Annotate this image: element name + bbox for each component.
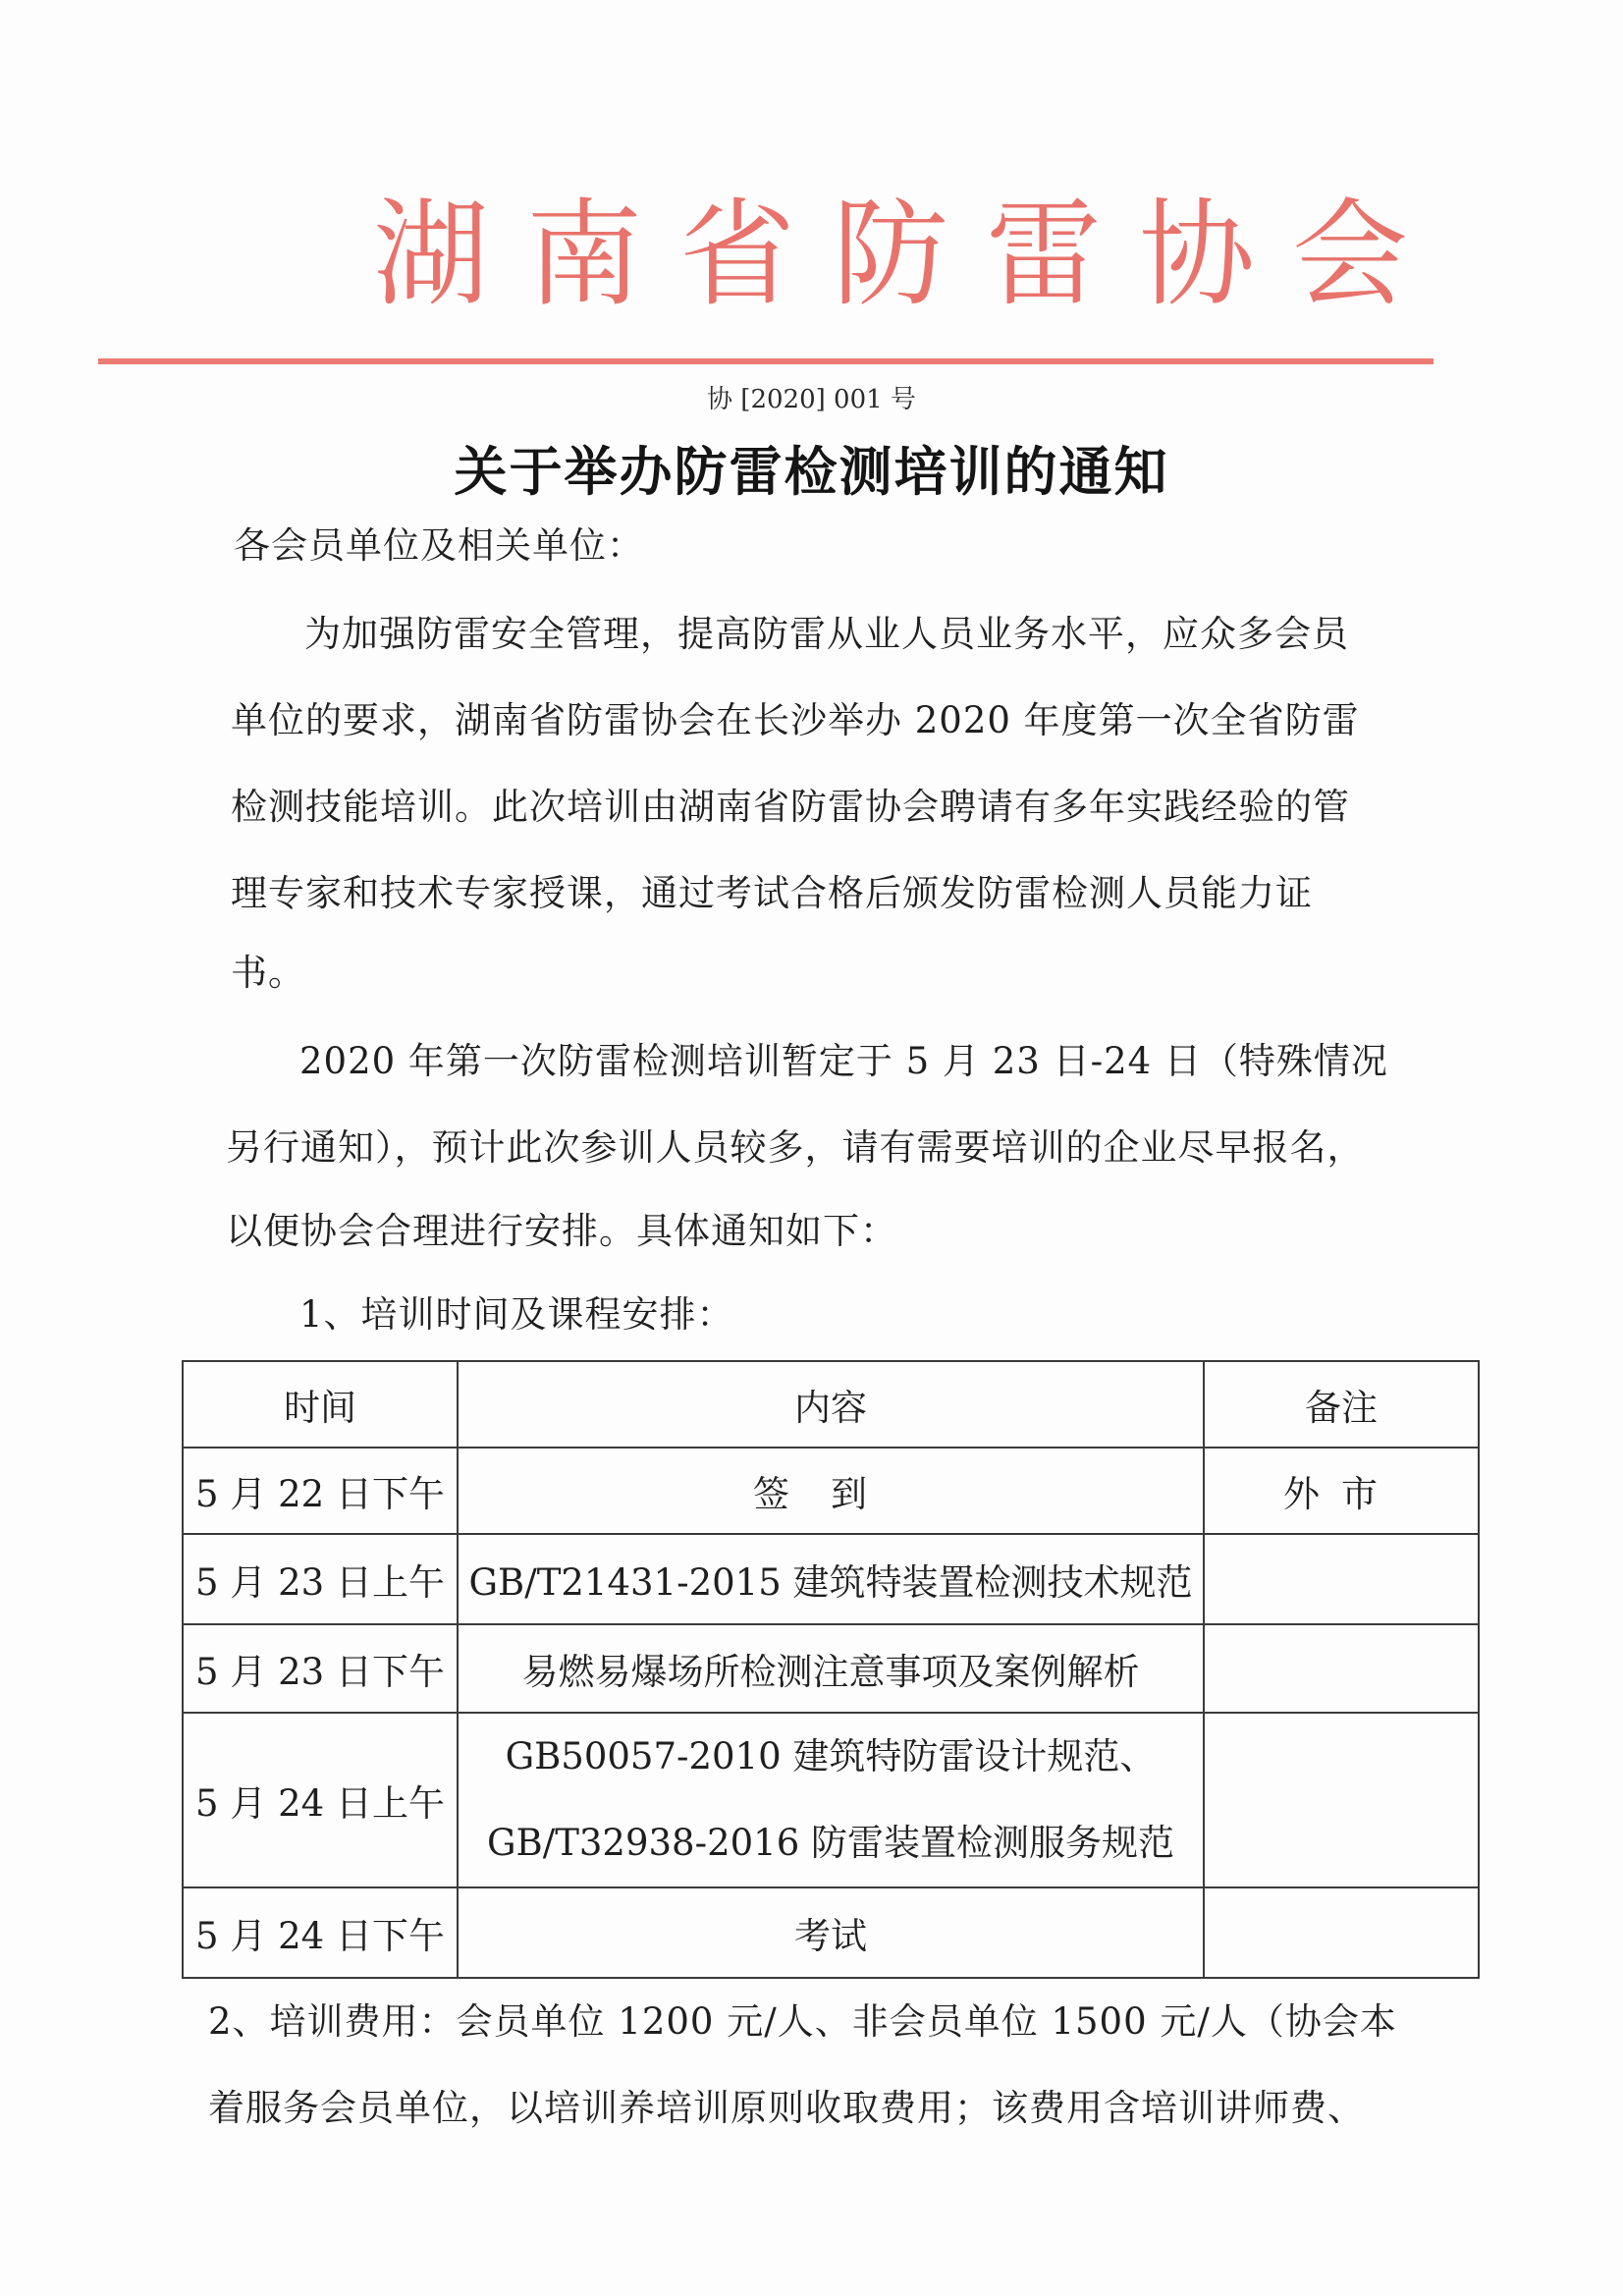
table-header-row (183, 1361, 1479, 1448)
note-cell (1204, 1713, 1479, 1887)
note-cell (1204, 1448, 1479, 1534)
content-cell: GB/T21431-2015 建筑特装置检测技术规范 (458, 1534, 1204, 1624)
content-cell (458, 1713, 1204, 1887)
document-title: 关于举办防雷检测培训的通知 (454, 440, 1169, 503)
note-cell (1204, 1624, 1479, 1713)
content-cell: 易燃易爆场所检测注意事项及案例解析 (458, 1624, 1204, 1713)
paragraph-line: 检测技能培训。此次培训由湖南省防雷协会聘请有多年实践经验的管 (231, 786, 1350, 828)
paragraph-line: 着服务会员单位，以培训养培训原则收取费用；该费用含培训讲师费、 (208, 2087, 1365, 2129)
note-cell (1204, 1534, 1479, 1624)
content-line: 签到 (753, 1473, 908, 1515)
organization-letterhead: 湖南省防雷协会 (373, 187, 1446, 322)
schedule-table (182, 1360, 1480, 1979)
document-number: 协 [2020] 001 号 (707, 385, 916, 414)
table-row (183, 1713, 1479, 1887)
paragraph-line: 理专家和技术专家授课，通过考试合格后颁发防雷检测人员能力证 (231, 872, 1313, 914)
header-cell-time: 时间 (183, 1361, 458, 1448)
note-cell (1204, 1887, 1479, 1978)
table-row (183, 1534, 1479, 1624)
letterhead-red-rule (98, 358, 1434, 364)
content-line: GB50057-2010 建筑特防雷设计规范、 (505, 1735, 1157, 1777)
content-cell (458, 1448, 1204, 1534)
table-row (183, 1448, 1479, 1534)
header-cell-note: 备注 (1204, 1361, 1479, 1448)
paragraph-line: 书。 (231, 952, 305, 994)
table-row (183, 1624, 1479, 1713)
salutation: 各会员单位及相关单位： (234, 524, 644, 567)
paragraph-line: 以便协会合理进行安排。具体通知如下： (226, 1210, 897, 1252)
time-cell: 5 月 23 日下午 (183, 1624, 458, 1713)
time-cell: 5 月 24 日下午 (183, 1887, 458, 1978)
paragraph-line: 单位的要求，湖南省防雷协会在长沙举办 2020 年度第一次全省防雷 (231, 699, 1360, 741)
paragraph-line: 2、培训费用：会员单位 1200 元/人、非会员单位 1500 元/人（协会本 (208, 2000, 1397, 2043)
section-heading-schedule: 1、培训时间及课程安排： (299, 1293, 734, 1336)
time-cell: 5 月 24 日上午 (183, 1713, 458, 1887)
note-text: 外市 (1283, 1473, 1399, 1515)
table-row (183, 1887, 1479, 1978)
time-cell: 5 月 22 日下午 (183, 1448, 458, 1534)
header-cell-content: 内容 (458, 1361, 1204, 1448)
paragraph-line: 2020 年第一次防雷检测培训暂定于 5 月 23 日-24 日（特殊情况 (299, 1040, 1388, 1082)
paragraph-line: 为加强防雷安全管理，提高防雷从业人员业务水平，应众多会员 (304, 613, 1349, 655)
content-cell: 考试 (458, 1887, 1204, 1978)
paragraph-line: 另行通知），预计此次参训人员较多，请有需要培训的企业尽早报名， (226, 1126, 1365, 1169)
time-cell: 5 月 23 日上午 (183, 1534, 458, 1624)
content-line: GB/T32938-2016 防雷装置检测服务规范 (486, 1822, 1175, 1864)
